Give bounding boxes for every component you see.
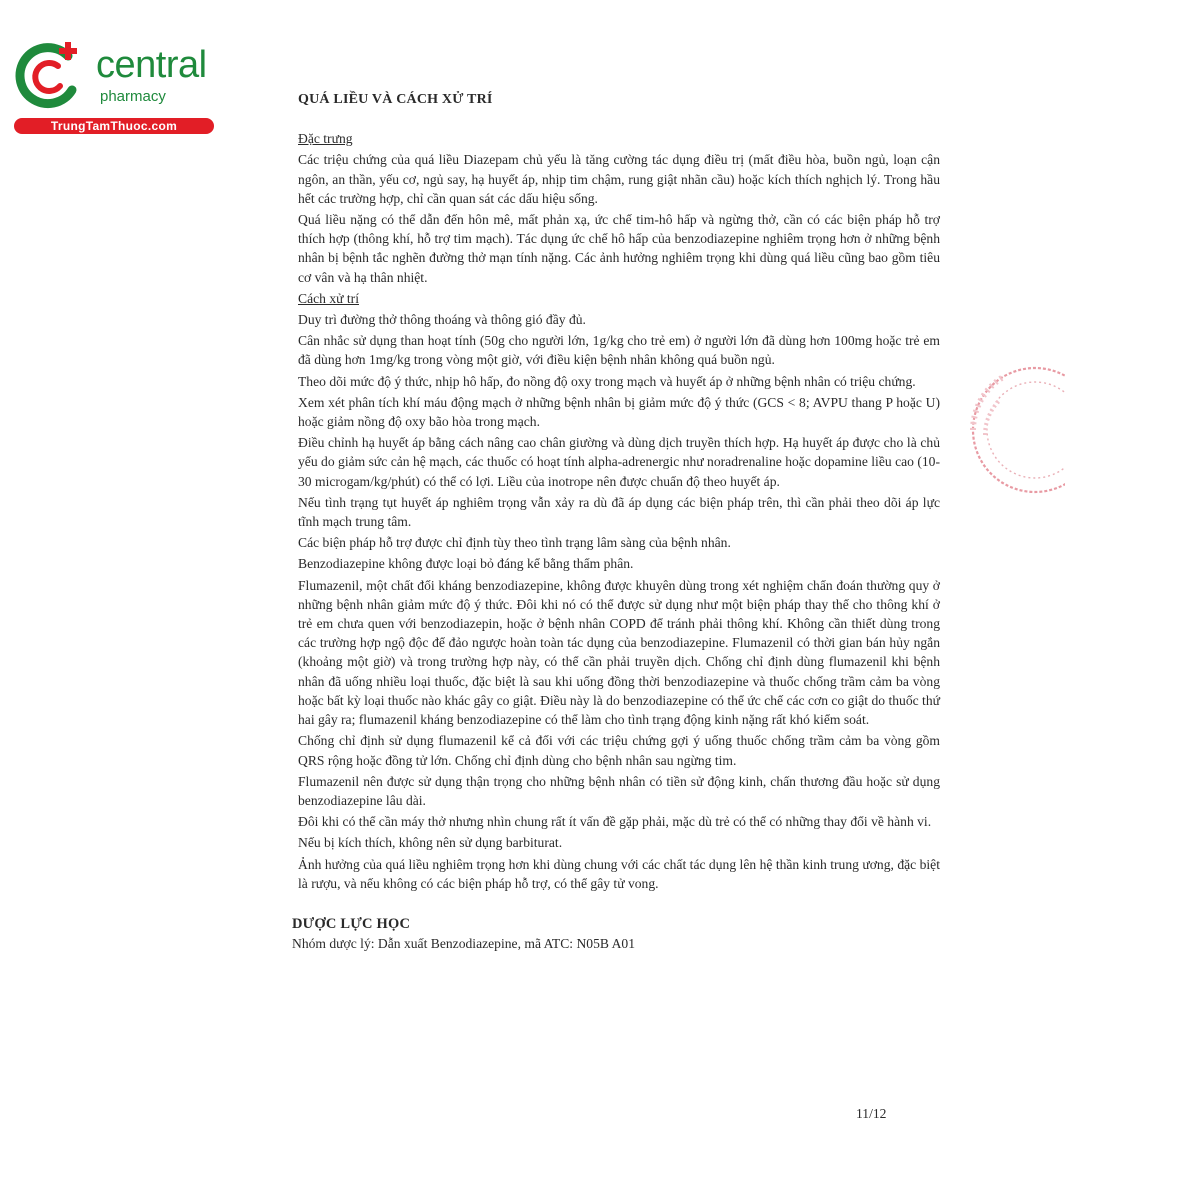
paragraph: Ảnh hưởng của quá liều nghiêm trọng hơn khi dùng chung với các chất tác dụng lên hệ thần kinh trung ương, đặc biệt là rượu, và nếu không có các biện pháp hỗ trợ, có thể gây tử vong. — [298, 856, 940, 891]
paragraph: Theo dõi mức độ ý thức, nhịp hô hấp, đo nồng độ oxy trong mạch và huyết áp ở những bệnh nhân có triệu chứng. — [298, 373, 916, 389]
document-body — [290, 90, 940, 953]
paragraph: Duy trì đường thở thông thoáng và thông gió đầy đủ. — [298, 312, 586, 328]
page-number: 11/12 — [856, 1106, 887, 1121]
subheading-management: Cách xử trí — [298, 290, 359, 306]
paragraph: Flumazenil, một chất đối kháng benzodiazepine, không được khuyên dùng trong xét nghiệm chẩn đoán thường quy ở những bệnh nhân giảm mức độ ý thức. Đôi khi nó có thể được sử dụng như một biện pháp thay thế cho thông khí ở trẻ em chưa quen với benzodiazepin, hoặc ở bệnh nhân COPD để tránh phải thông khí. Không cần thiết dùng trong các trường hợp ngộ độc để đảo ngược hoàn toàn tác dụng của benzodiazepine. Flumazenil có thời gian bán hủy ngắn (khoảng một giờ) và trong trường hợp này, có thể cần phải truyền dịch. Chống chỉ định dùng flumazenil khi bệnh nhân đã uống nhiều loại thuốc, đặc biệt là sau khi uống đồng thời benzodiazepine và thuốc chống trầm cảm ba vòng hoặc bất kỳ loại thuốc nào khác gây co giật. Điều này là do benzodiazepine có thể ức chế các cơn co giật do thuốc thứ hai gây ra; flumazenil kháng benzodiazepine có thể làm cho tình trạng động kinh nặng rất khó kiểm soát. — [298, 577, 940, 728]
section-heading-pharmacodynamics: DƯỢC LỰC HỌC — [292, 915, 411, 932]
subheading-characteristics: Đặc trưng — [298, 131, 353, 147]
paragraph: Các biện pháp hỗ trợ được chỉ định tùy theo tình trạng lâm sàng của bệnh nhân. — [298, 535, 731, 551]
central-pharmacy-logo[interactable] — [10, 36, 220, 136]
pharmacy-c-plus-icon — [10, 38, 88, 116]
paragraph: Quá liều nặng có thể dẫn đến hôn mê, mất phản xạ, ức chế tim-hô hấp và ngừng thở, cần có các biện pháp hỗ trợ thích hợp (thông khí, hỗ trợ tim mạch). Tác dụng ức chế hô hấp của benzodiazepine nghiêm trọng hơn ở những bệnh nhân bị bệnh tắc nghẽn đường thở mạn tính nặng. Các ảnh hưởng nghiêm trọng khi dùng quá liều cũng bao gồm tiêu cơ vân và hạ thân nhiệt. — [298, 212, 940, 285]
paragraph: Đôi khi có thể cần máy thở nhưng nhìn chung rất ít vấn đề gặp phải, mặc dù trẻ có thể có những thay đổi về hành vi. — [298, 814, 932, 830]
logo-subtitle: pharmacy — [100, 88, 166, 105]
paragraph: Cân nhắc sử dụng than hoạt tính (50g cho người lớn, 1g/kg cho trẻ em) ở người lớn đã dùng hơn 100mg hoặc trẻ em đã dùng hơn 1mg/kg trong vòng một giờ, với điều kiện bệnh nhân không quá buồn ngủ. — [298, 333, 940, 368]
paragraph: Nếu tình trạng tụt huyết áp nghiêm trọng vẫn xảy ra dù đã áp dụng các biện pháp trên, thì cần phải theo dõi áp lực tĩnh mạch trung tâm. — [298, 494, 940, 530]
paragraph: Điều chỉnh hạ huyết áp bằng cách nâng cao chân giường và dùng dịch truyền thích hợp. Hạ huyết áp được cho là chủ yếu do giảm sức cản hệ mạch, các thuốc có hoạt tính alpha-adrenergic như noradrenaline hoặc dopamine liều cao (10-30 microgam/kg/phút) có thể có lợi. Liều của inotrope nên được chuẩn độ theo huyết áp. — [298, 435, 940, 489]
paragraph: Chống chỉ định sử dụng flumazenil kể cả đối với các triệu chứng gợi ý uống thuốc chống trầm cảm ba vòng gồm QRS rộng hoặc đồng tử lớn. Chống chỉ định dùng cho bệnh nhân sau ngừng tim. — [298, 733, 940, 768]
paragraph: Nếu bị kích thích, không nên sử dụng barbiturat. — [298, 835, 563, 851]
logo-brand-text: central — [96, 44, 207, 86]
red-seal-stamp — [945, 360, 1065, 500]
paragraph: Benzodiazepine không được loại bỏ đáng kể bằng thẩm phân. — [298, 556, 634, 572]
paragraph: Xem xét phân tích khí máu động mạch ở những bệnh nhân bị giảm mức độ ý thức (GCS < 8; AVPU thang P hoặc U) hoặc giảm nồng độ oxy bão hòa trong mạch. — [298, 394, 940, 430]
logo-url-badge[interactable]: TrungTamThuoc.com — [14, 118, 214, 134]
pharmacological-group-line: Nhóm dược lý: Dẫn xuất Benzodiazepine, mã ATC: N05B A01 — [292, 936, 636, 952]
section-heading-overdose: QUÁ LIỀU VÀ CÁCH XỬ TRÍ — [298, 92, 493, 107]
paragraph: Flumazenil nên được sử dụng thận trọng cho những bệnh nhân có tiền sử động kinh, chấn thương đầu hoặc sử dụng benzodiazepine lâu dài. — [298, 773, 940, 808]
paragraph: Các triệu chứng của quá liều Diazepam chủ yếu là tăng cường tác dụng điều trị (mất điều hòa, buồn ngủ, loạn cận ngôn, an thần, yếu cơ, ngủ say, hạ huyết áp, nhịp tim chậm, rung giật nhãn cầu) hoặc kích thích nghịch lý. Trong hầu hết các trường hợp, chỉ cần quan sát các dấu hiệu sống. — [298, 152, 940, 206]
